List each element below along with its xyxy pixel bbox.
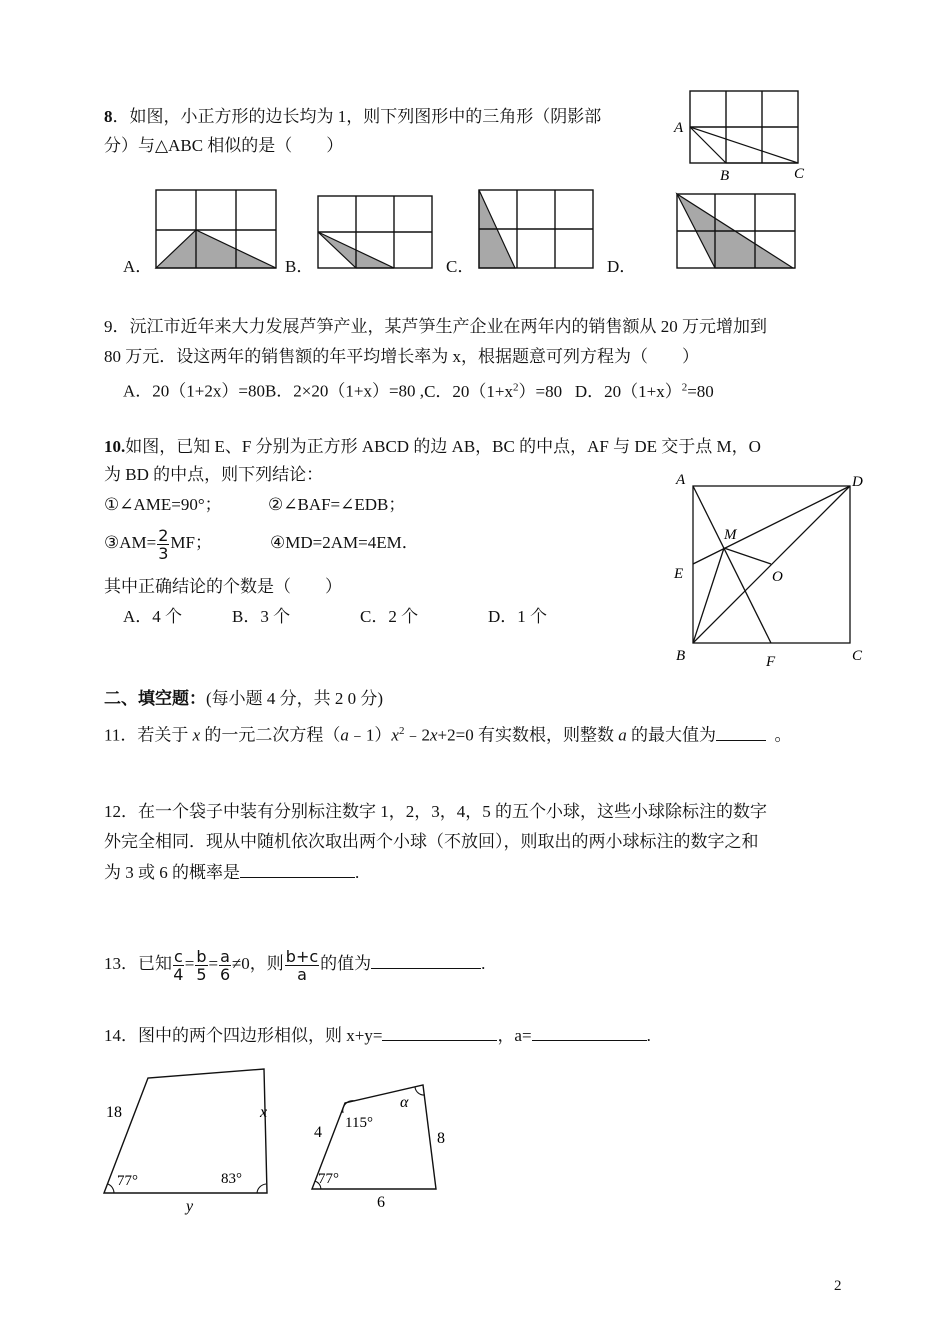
q13-answer-blank[interactable]: [371, 968, 481, 969]
q10-option-b[interactable]: B．3 个: [232, 607, 291, 626]
q10-square-figure: [668, 466, 878, 676]
q10-conclusion-1: ①∠AME=90°；: [104, 495, 222, 514]
q8-figure-d: [675, 192, 799, 272]
q9-option-d[interactable]: D．$20(1+x)^2=80$: [574, 381, 714, 401]
q13-text: 13．已知 $\frac{c}{4}$ = $\frac{b}{5}$ = $\frac{a}{6}$ ≠0，则 $\frac{b+c}{a}$ 的值为 .: [104, 946, 486, 984]
q10-label-a: A: [676, 472, 686, 488]
q14-right-angle-bottom: 77°: [318, 1171, 339, 1187]
q10-line1: 10.如图，已知 E、F 分别为正方形 ABCD 的边 AB，BC 的中点，AF 与 DE 交于点 M，O: [104, 437, 761, 456]
q8-label-b: B: [720, 168, 730, 184]
q10-label-d: D: [852, 474, 863, 490]
q10-option-a[interactable]: A．4 个: [123, 607, 183, 626]
q8-figure-c: [477, 188, 597, 272]
q14-text: 14．图中的两个四边形相似，则 x+y= ，a= .: [104, 1026, 651, 1045]
q9-option-c[interactable]: C．$20(1+x^2)=80$: [424, 381, 563, 401]
page-number: 2: [834, 1278, 842, 1294]
q12-line1: 12．在一个袋子中装有分别标注数字 1，2，3，4，5 的五个小球，这些小球除标注的数字: [104, 802, 767, 821]
q14-right-side-bottom: 6: [377, 1194, 385, 1211]
q14-left-angle-left: 77°: [117, 1173, 138, 1189]
q9-option-a[interactable]: A．20（1+2x）=80: [123, 381, 265, 401]
q10-label-b: B: [676, 648, 686, 664]
q10-label-f: F: [766, 654, 776, 670]
q8-line1: 8．如图，小正方形的边长均为 1，则下列图形中的三角形（阴影部: [104, 107, 602, 126]
q14-right-angle-alpha: α: [400, 1094, 409, 1111]
q14-left-side-left: 18: [106, 1104, 122, 1121]
q8-label-c: C: [794, 166, 805, 182]
q10-option-c[interactable]: C．2 个: [360, 607, 419, 626]
q8-figure-a: [154, 188, 278, 272]
q11-answer-blank[interactable]: [716, 740, 766, 741]
q8-reference-figure: [668, 86, 818, 186]
q10-option-d[interactable]: D．1 个: [488, 607, 548, 626]
q11-text: 11．若关于 x 的一元二次方程$(a﹣1)x^2﹣2x+2=0$ 有实数根，则整数 a 的最大值为 。: [104, 725, 792, 745]
q10-conclusion-3: ③AM= $\frac{2}{3}$ MF；: [104, 525, 212, 563]
section-2-heading: 二、填空题：(每小题 4 分，共 2 0 分): [104, 689, 384, 708]
q8-option-a[interactable]: A．: [123, 257, 153, 276]
q14-right-side-left: 4: [314, 1124, 322, 1141]
q8-option-c[interactable]: C．: [446, 257, 475, 276]
q10-label-c: C: [852, 648, 863, 664]
q14-left-side-right: x: [260, 1104, 268, 1121]
q10-label-m: M: [724, 527, 737, 543]
q9-line2: 80 万元．设这两年的销售额的年平均增长率为 x，根据题意可列方程为（ ）: [104, 347, 699, 366]
q10-question: 其中正确结论的个数是（ ）: [104, 577, 342, 596]
q12-line2: 外完全相同．现从中随机依次取出两个小球（不放回），则取出的两小球标注的数字之和: [104, 832, 759, 851]
q8-figure-b: [316, 194, 436, 272]
q8-option-b[interactable]: B．: [285, 257, 314, 276]
q8-label-a: A: [674, 120, 684, 136]
q14-left-side-bottom: y: [186, 1198, 194, 1215]
q10-line2: 为 BD 的中点，则下列结论：: [104, 465, 324, 484]
q14-right-quadrilateral: [305, 1075, 455, 1215]
q10-conclusion-2: ②∠BAF=∠EDB；: [268, 495, 406, 514]
q8-option-d[interactable]: D．: [607, 257, 637, 276]
q10-conclusion-4: ④MD=2AM=4EM．: [270, 533, 419, 552]
q9-option-b[interactable]: B．2×20（1+x）=80 ,: [264, 381, 425, 401]
q14-right-angle-top: 115°: [345, 1115, 373, 1131]
q10-label-e: E: [674, 566, 684, 582]
q8-line2: 分）与△ABC 相似的是（ ）: [104, 136, 344, 155]
q14-answer-blank-a[interactable]: [532, 1040, 647, 1041]
q12-line3: 为 3 或 6 的概率是 .: [104, 863, 360, 882]
q12-answer-blank[interactable]: [240, 877, 355, 878]
q14-left-angle-right: 83°: [221, 1171, 242, 1187]
q9-line1: 9．沅江市近年来大力发展芦笋产业，某芦笋生产企业在两年内的销售额从 20 万元增加到: [104, 317, 767, 336]
q9-options: [123, 376, 714, 403]
q14-right-side-right: 8: [437, 1130, 445, 1147]
q10-label-o: O: [772, 569, 783, 585]
q14-left-quadrilateral: [100, 1065, 290, 1215]
q14-answer-blank-xy[interactable]: [382, 1040, 497, 1041]
